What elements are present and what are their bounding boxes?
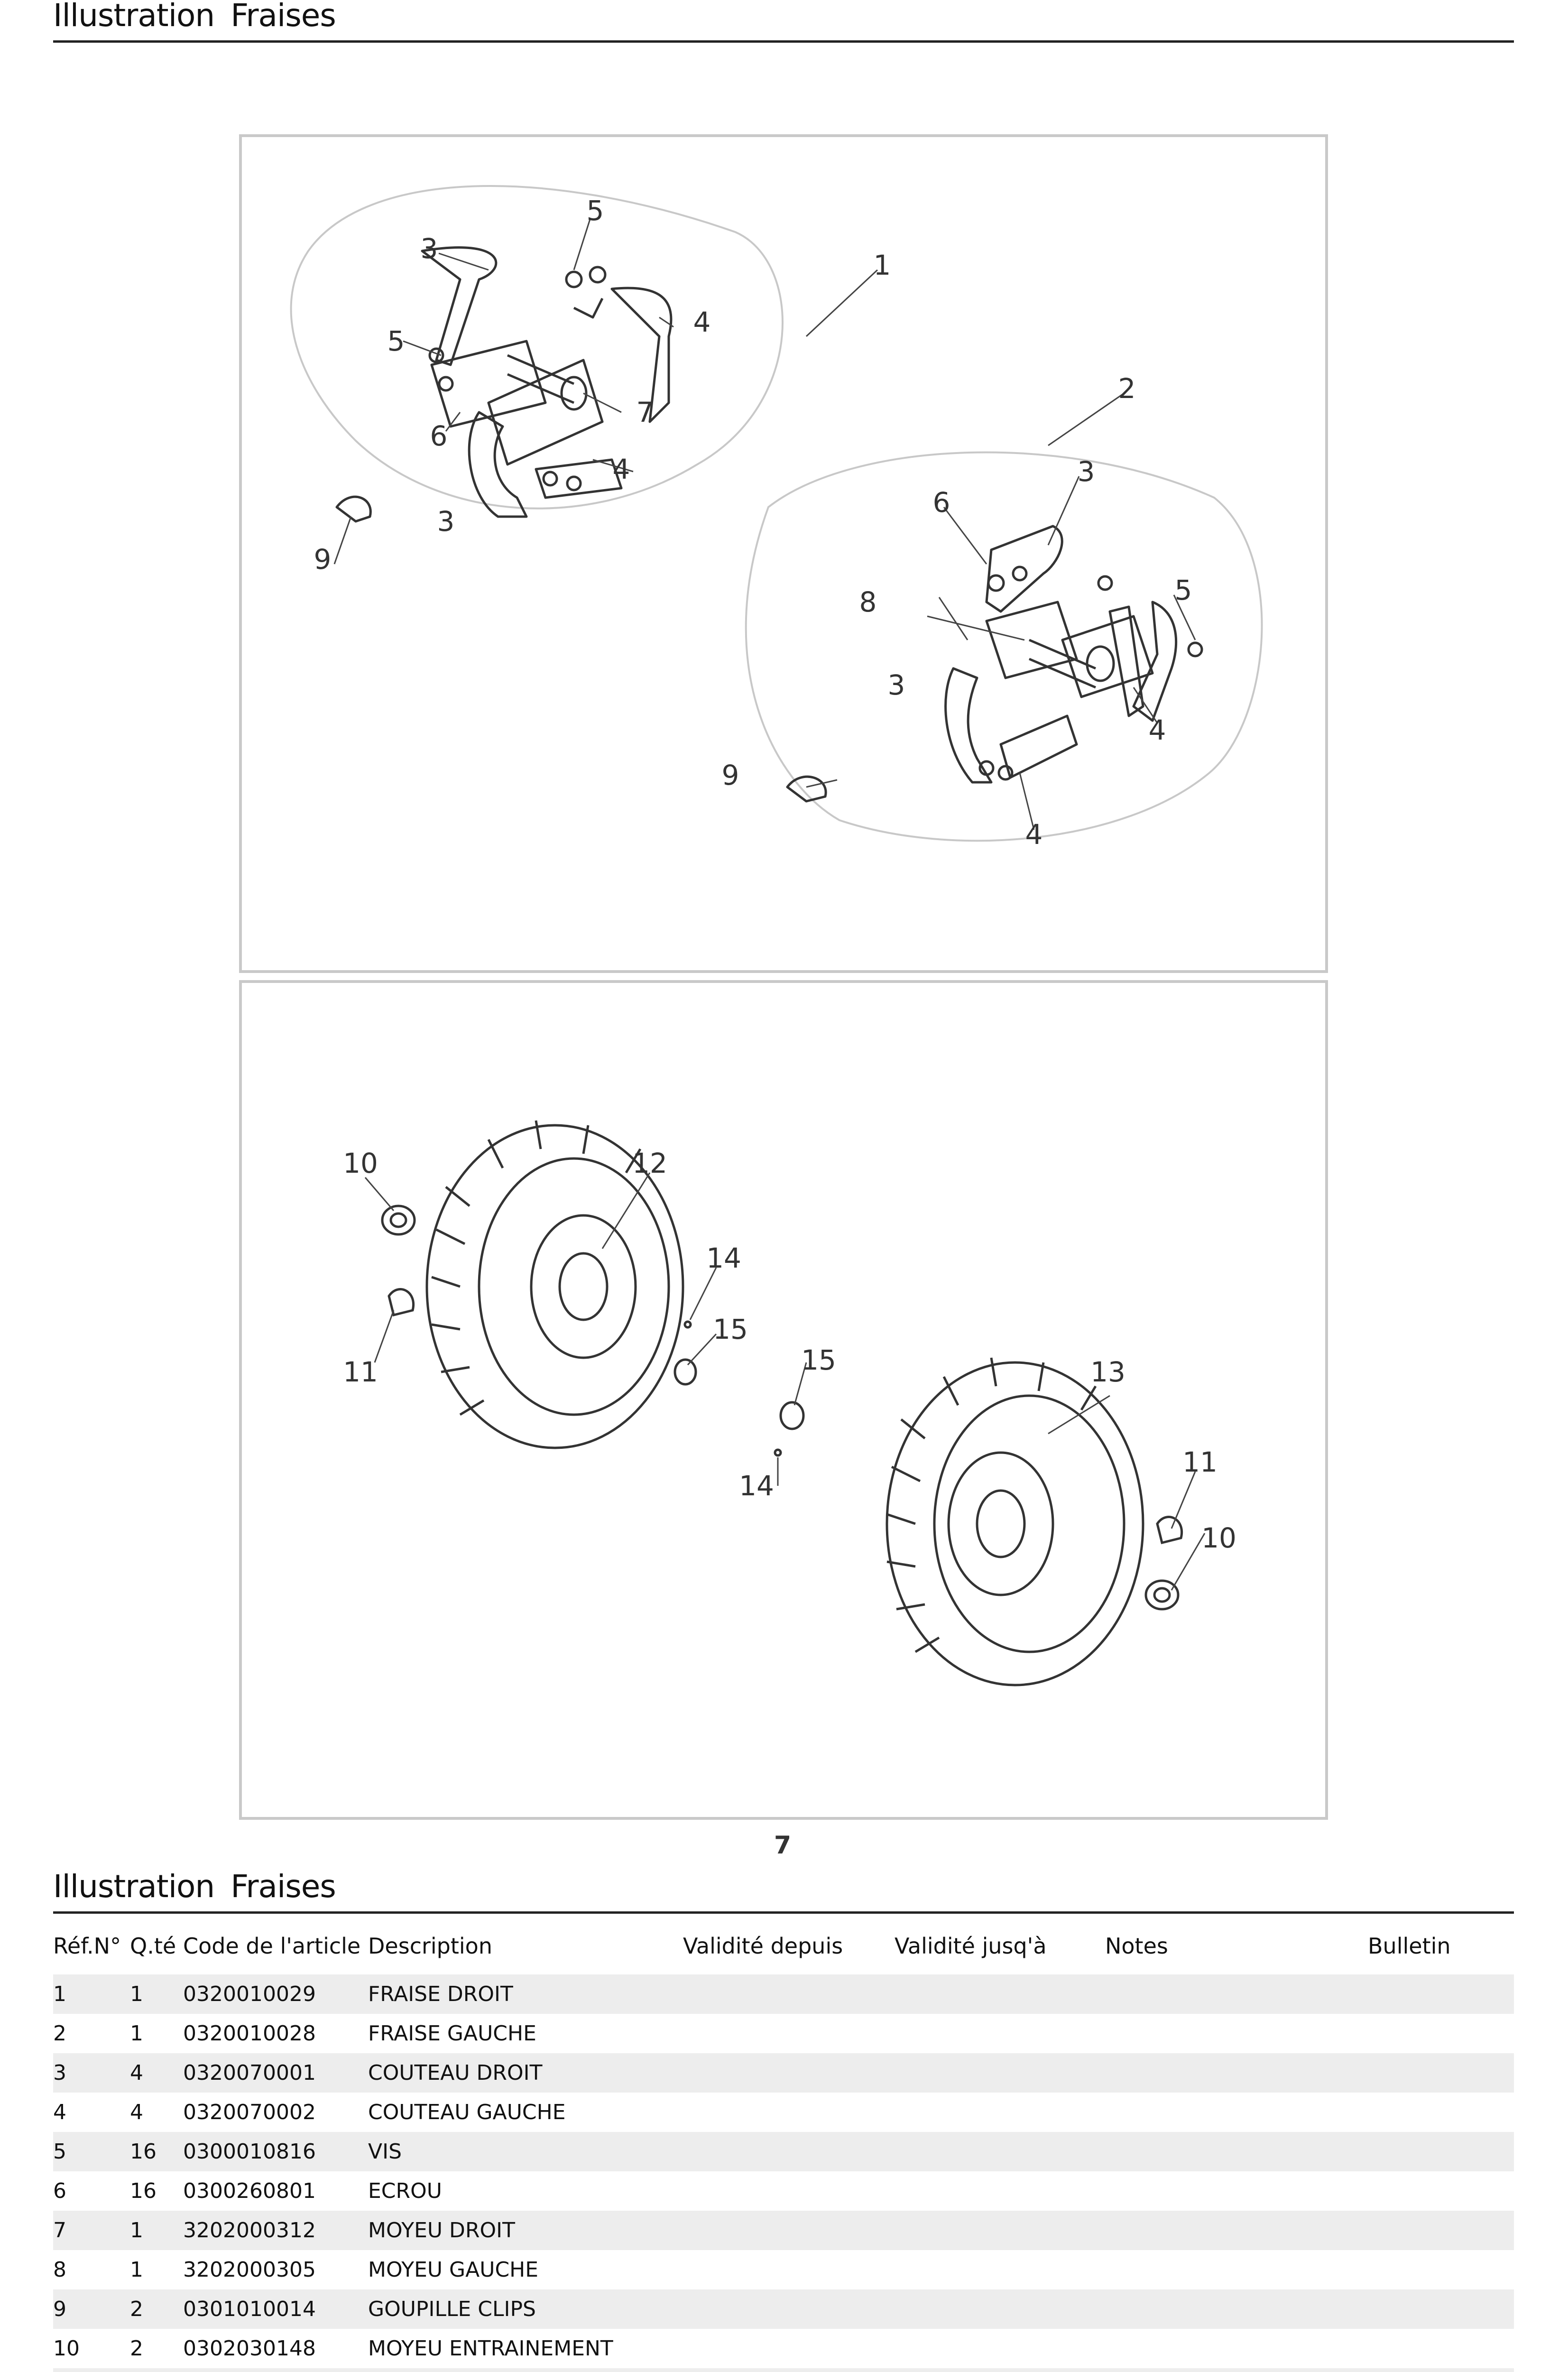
cell-description: ECROU (368, 2179, 442, 2203)
cell-description: COUTEAU DROIT (368, 2061, 543, 2085)
callout-3: 3 (420, 232, 438, 265)
callout-4: 4 (1025, 818, 1043, 851)
cell-ref: 1 (53, 1982, 66, 2006)
callout-4: 4 (1148, 714, 1166, 746)
callout-3: 3 (437, 505, 455, 537)
column-header-bulletin: Bulletin (1368, 1933, 1451, 1959)
table-row (53, 2014, 1514, 2053)
cell-qty: 1 (130, 1982, 143, 2006)
cell-qty: 16 (130, 2140, 157, 2164)
callout-11: 11 (1182, 1446, 1218, 1478)
small-parts (382, 1206, 1182, 1609)
cell-qty: 2 (130, 2297, 143, 2321)
cell-code (183, 2368, 316, 2372)
cell-ref: 8 (53, 2258, 66, 2282)
column-header-ref: Réf.N° (53, 1933, 121, 1959)
callout-7: 7 (636, 396, 654, 428)
cell-ref: 9 (53, 2297, 66, 2321)
tiller-diagram (239, 134, 1328, 973)
callout-14: 14 (706, 1242, 741, 1274)
callout-1: 1 (873, 249, 891, 281)
page-header (53, 0, 1514, 43)
cell-ref (53, 2368, 80, 2372)
callout-15: 15 (713, 1313, 748, 1345)
cell-ref: 4 (53, 2100, 66, 2124)
cell-code: 3202000312 (183, 2218, 316, 2242)
parts-table-body (53, 1974, 1514, 2372)
cell-ref: 5 (53, 2140, 66, 2164)
cell-ref: 6 (53, 2179, 66, 2203)
cell-code: 0320070001 (183, 2061, 316, 2085)
callout-8: 8 (859, 586, 877, 618)
left-tiller-parts (787, 526, 1202, 801)
left-wheel (887, 1358, 1143, 1685)
cell-ref: 10 (53, 2336, 80, 2361)
cell-code: 0302030148 (183, 2336, 316, 2361)
table-row (53, 2211, 1514, 2250)
cell-code: 0320010029 (183, 1982, 316, 2006)
callout-9: 9 (721, 759, 739, 791)
leader-lines (365, 1173, 1205, 1590)
callout-13: 13 (1090, 1356, 1125, 1388)
table-row (53, 2250, 1514, 2289)
title-word-1: Illustration (53, 0, 215, 34)
cell-code: 0300260801 (183, 2179, 316, 2203)
callout-11: 11 (343, 1356, 378, 1388)
column-header-notes: Notes (1105, 1933, 1168, 1959)
callout-10: 10 (1201, 1522, 1236, 1554)
table-row (53, 2132, 1514, 2171)
callout-labels (343, 1147, 1236, 1554)
parts-table-header (53, 1927, 1514, 1965)
cell-description: GOUPILLE CLIPS (368, 2297, 536, 2321)
leader-lines (334, 218, 1195, 830)
wheel-drawing (242, 983, 1325, 1817)
cell-ref: 2 (53, 2021, 66, 2046)
table-row (53, 2171, 1514, 2211)
cell-ref: 7 (53, 2218, 66, 2242)
cell-description: VIS (368, 2140, 402, 2164)
page-number: 7 (774, 1831, 792, 1860)
cell-code: 0300010816 (183, 2140, 316, 2164)
callout-12: 12 (632, 1147, 667, 1179)
callout-3: 3 (887, 669, 905, 701)
column-header-qty: Q.té (130, 1933, 176, 1959)
callout-14: 14 (739, 1470, 774, 1502)
callout-2: 2 (1118, 372, 1136, 405)
title-word-2: Fraises (231, 0, 336, 34)
parts-section-header (53, 1861, 1514, 1914)
cell-description: FRAISE GAUCHE (368, 2021, 536, 2046)
right-tiller-outline (291, 186, 783, 509)
cell-description: MOYEU ENTRAINEMENT (368, 2336, 613, 2361)
cell-description: FRAISE DROIT (368, 1982, 513, 2006)
cell-description: COUTEAU GAUCHE (368, 2100, 566, 2124)
column-header-valid-from: Validité depuis (683, 1933, 843, 1959)
tiller-drawing (242, 137, 1325, 970)
page-title (53, 0, 336, 34)
column-header-description: Description (368, 1933, 492, 1959)
cell-qty: 4 (130, 2061, 143, 2085)
callout-15: 15 (801, 1344, 836, 1376)
callout-4: 4 (612, 453, 630, 485)
section-title (53, 1868, 336, 1905)
table-row (53, 1974, 1514, 2014)
table-row (53, 2329, 1514, 2368)
cell-qty: 1 (130, 2218, 143, 2242)
cell-ref: 3 (53, 2061, 66, 2085)
callout-6: 6 (932, 486, 950, 519)
callout-5: 5 (586, 195, 604, 227)
cell-qty: 2 (130, 2336, 143, 2361)
cell-code: 0320010028 (183, 2021, 316, 2046)
callout-3: 3 (1077, 455, 1095, 488)
cell-code: 3202000305 (183, 2258, 316, 2282)
cell-description (368, 2368, 631, 2372)
title-word-1: Illustration (53, 1868, 215, 1905)
callout-5: 5 (387, 325, 405, 357)
column-header-valid-until: Validité jusq'à (895, 1933, 1047, 1959)
column-header-code: Code de l'article (183, 1933, 361, 1959)
callout-10: 10 (343, 1147, 378, 1179)
callout-5: 5 (1174, 574, 1192, 606)
callout-6: 6 (430, 420, 448, 452)
cell-qty: 16 (130, 2179, 157, 2203)
cell-qty: 4 (130, 2100, 143, 2124)
table-row (53, 2368, 1514, 2372)
table-row (53, 2289, 1514, 2329)
cell-code: 0320070002 (183, 2100, 316, 2124)
title-word-2: Fraises (231, 1868, 336, 1905)
cell-description: MOYEU GAUCHE (368, 2258, 539, 2282)
cell-description: MOYEU DROIT (368, 2218, 515, 2242)
callout-4: 4 (693, 306, 711, 338)
wheel-diagram (239, 980, 1328, 1820)
cell-qty: 1 (130, 2258, 143, 2282)
cell-code: 0301010014 (183, 2297, 316, 2321)
table-row (53, 2053, 1514, 2093)
table-row (53, 2093, 1514, 2132)
cell-qty (130, 2368, 143, 2372)
cell-qty: 1 (130, 2021, 143, 2046)
callout-9: 9 (314, 543, 332, 575)
